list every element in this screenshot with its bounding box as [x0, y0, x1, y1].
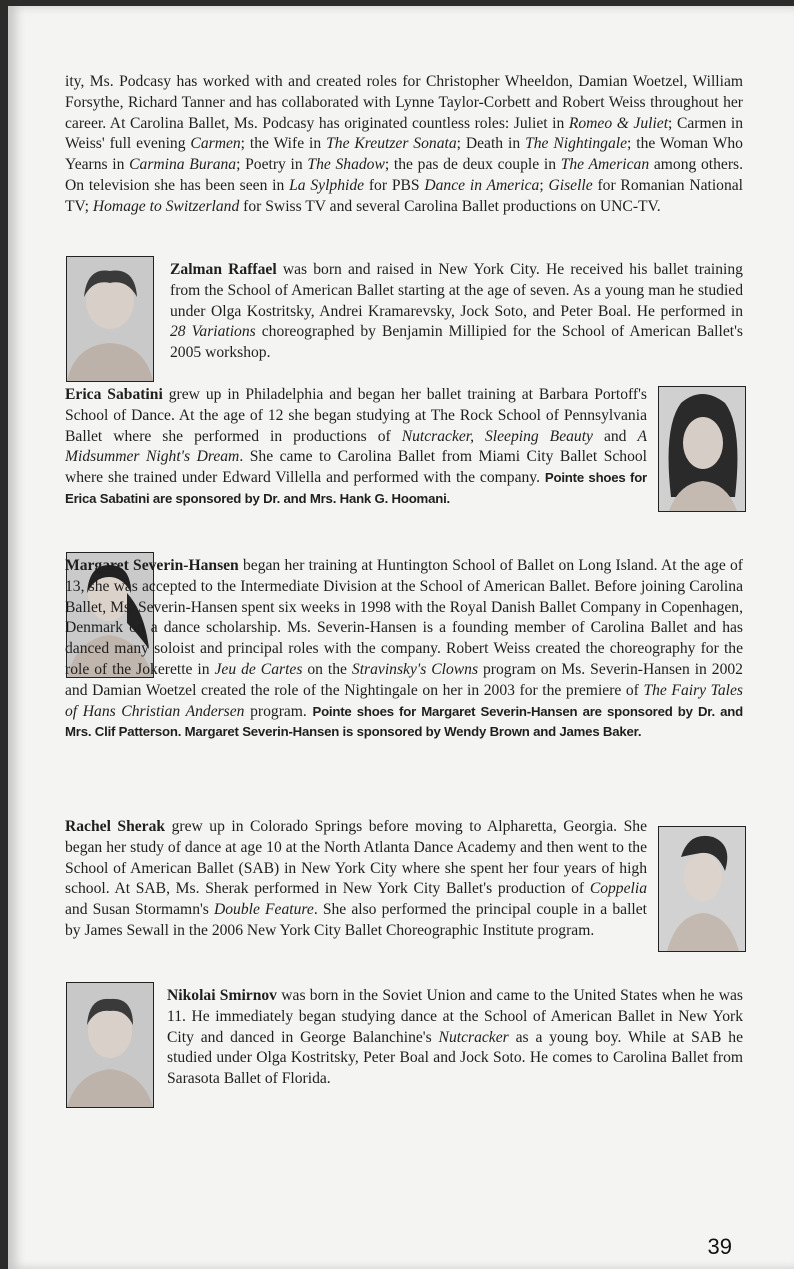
work-title: The Shadow: [307, 156, 385, 174]
text-run: as a young boy. While at SAB he studied under Olga Kostritsky, Peter Boal and Jock Soto. He comes to Carolina Ballet from Sarasota Ballet of Florida.: [167, 1028, 743, 1088]
text-run: grew up in Colorado Springs before moving to Alpharetta, Georgia. She began her study of dance at age 10 at the North Atlanta Dance Academy and then went to the School of American Ballet (SAB) in New York City where she spent her four years of high school. At SAB, Ms. Sherak performed in New York City Ballet's production of: [65, 818, 647, 898]
text-run: for Romanian National TV;: [65, 176, 744, 215]
text-run: program.: [244, 702, 313, 720]
work-title: Dance in America: [424, 176, 540, 194]
work-title: The American: [560, 156, 650, 174]
sponsor-note: Pointe shoes for Margaret Severin-Hansen are sponsored by Dr. and Mrs. Clif Patterson. Margaret Severin-Hansen is sponsored by Wendy Brown and James Baker.: [65, 703, 743, 740]
zalman-raffael-photo: [66, 256, 154, 382]
text-run: and: [592, 427, 638, 445]
work-title: Giselle: [548, 176, 593, 194]
text-run: ; the Woman Who Yearns in: [65, 135, 743, 174]
work-title: La Sylphide: [289, 176, 365, 194]
text-run: . She came to Carolina Ballet from Miami City Ballet School where she trained under Edward Villella and performed with the company.: [65, 448, 648, 487]
work-title: The Kreutzer Sonata: [326, 135, 457, 153]
text-run: ; Poetry in: [236, 156, 308, 174]
text-run: ;: [539, 176, 549, 194]
work-title: The Fairy Tales of Hans Christian Andersen: [65, 681, 743, 720]
bio-margaret-severin-hansen: [65, 556, 743, 743]
dancer-name: Nikolai Smirnov: [167, 987, 277, 1004]
work-title: Double Feature: [214, 901, 314, 919]
text-run: ; Death in: [456, 135, 526, 153]
bio-rachel-sherak: [65, 817, 647, 942]
text-run: ; the pas de deux couple in: [384, 156, 561, 174]
text-run: for Swiss TV and several Carolina Ballet productions on UNC-TV.: [239, 197, 661, 215]
work-title: The Nightingale: [525, 135, 627, 153]
work-title: Carmina Burana: [129, 156, 237, 174]
text-run: . She also performed the principal couple in a ballet by James Sewall in the 2006 New York City Ballet Choreographic Institute program.: [65, 901, 647, 939]
bio-nikolai-smirnov: [167, 986, 743, 1090]
page-number: 39: [707, 1234, 732, 1259]
text-run: and Susan Stormamn's: [65, 901, 214, 919]
dancer-name: Rachel Sherak: [65, 818, 166, 835]
text-run: ; the Wife in: [240, 135, 327, 153]
rachel-sherak-photo: [658, 826, 746, 952]
text-run: was born and raised in New York City. He received his ballet training from the School of American Ballet starting at the age of seven. As a young man he studied under Olga Kostritsky, Andrei Kramarevsky, Jock Soto, and Peter Boal. He performed in: [170, 261, 743, 320]
sponsor-note: Pointe shoes for Erica Sabatini are sponsored by Dr. and Mrs. Hank G. Hoomani.: [65, 470, 647, 506]
work-title: Jeu de Cartes: [214, 660, 303, 678]
nikolai-smirnov-photo: [66, 982, 154, 1108]
dancer-name: Zalman Raffael: [170, 261, 277, 278]
dancer-name: Erica Sabatini: [65, 386, 163, 403]
bio-erica-sabatini: [65, 385, 647, 510]
text-run: was born in the Soviet Union and came to the United States when he was 11. He immediately began studying dance at the School of American Ballet in New York City and danced in George Balanchine's: [167, 987, 743, 1046]
erica-sabatini-photo: [658, 386, 746, 512]
text-run: ; Carmen in Weiss' full evening: [65, 114, 743, 153]
work-title: A Midsummer Night's Dream: [65, 427, 647, 466]
text-run: began her training at Huntington School of Ballet on Long Island. At the age of 13, she was accepted to the Intermediate Division at the School of American Ballet. Before joining Carolina Ballet, Ms. Severin-Hansen spent six weeks in 1998 with the Royal Danish Ballet Company in Copenhagen, Denmark on a dance scholarship. Ms. Severin-Hansen is a founding member of Carolina Ballet and has danced many soloist and principal roles with the company. Robert Weiss created the choreography for the role of the Jokerette in: [65, 557, 743, 678]
work-title: Coppelia: [589, 880, 647, 898]
work-title: 28 Variations: [170, 323, 256, 341]
dancer-name: Margaret Severin-Hansen: [65, 557, 239, 574]
program-page: [8, 6, 794, 1269]
work-title: Stravinsky's Clowns: [351, 660, 479, 678]
work-title: Homage to Switzerland: [92, 197, 240, 215]
text-run: program on Ms. Severin-Hansen in 2002 and Damian Woetzel created the role of the Nightingale on her in 2003 for the premiere of: [65, 660, 743, 699]
bio-zalman-raffael: [170, 260, 743, 364]
text-run: grew up in Philadelphia and began her ballet training at Barbara Portoff's School of Dance. At the age of 12 she began studying at The Rock School of Pennsylvania Ballet where she performed in productions of: [65, 386, 647, 445]
work-title: Nutcracker: [438, 1028, 509, 1046]
work-title: Carmen: [190, 135, 241, 153]
text-run: ity, Ms. Podcasy has worked with and created roles for Christopher Wheeldon, Damian Woetzel, William Forsythe, Richard Tanner and has collaborated with Lynne Taylor-Corbett and Robert Weiss throughout her career. At Carolina Ballet, Ms. Podcasy has originated countless roles: Juliet in: [65, 73, 743, 132]
work-title: Nutcracker, Sleeping Beauty: [401, 427, 593, 445]
text-run: for PBS: [364, 176, 425, 194]
text-run: choreographed by Benjamin Millipied for the School of American Ballet's 2005 workshop.: [170, 323, 743, 362]
intro-paragraph: [65, 72, 743, 218]
text-run: on the: [302, 660, 352, 678]
text-run: among others. On television she has been seen in: [65, 156, 743, 194]
work-title: Romeo & Juliet: [568, 114, 669, 132]
